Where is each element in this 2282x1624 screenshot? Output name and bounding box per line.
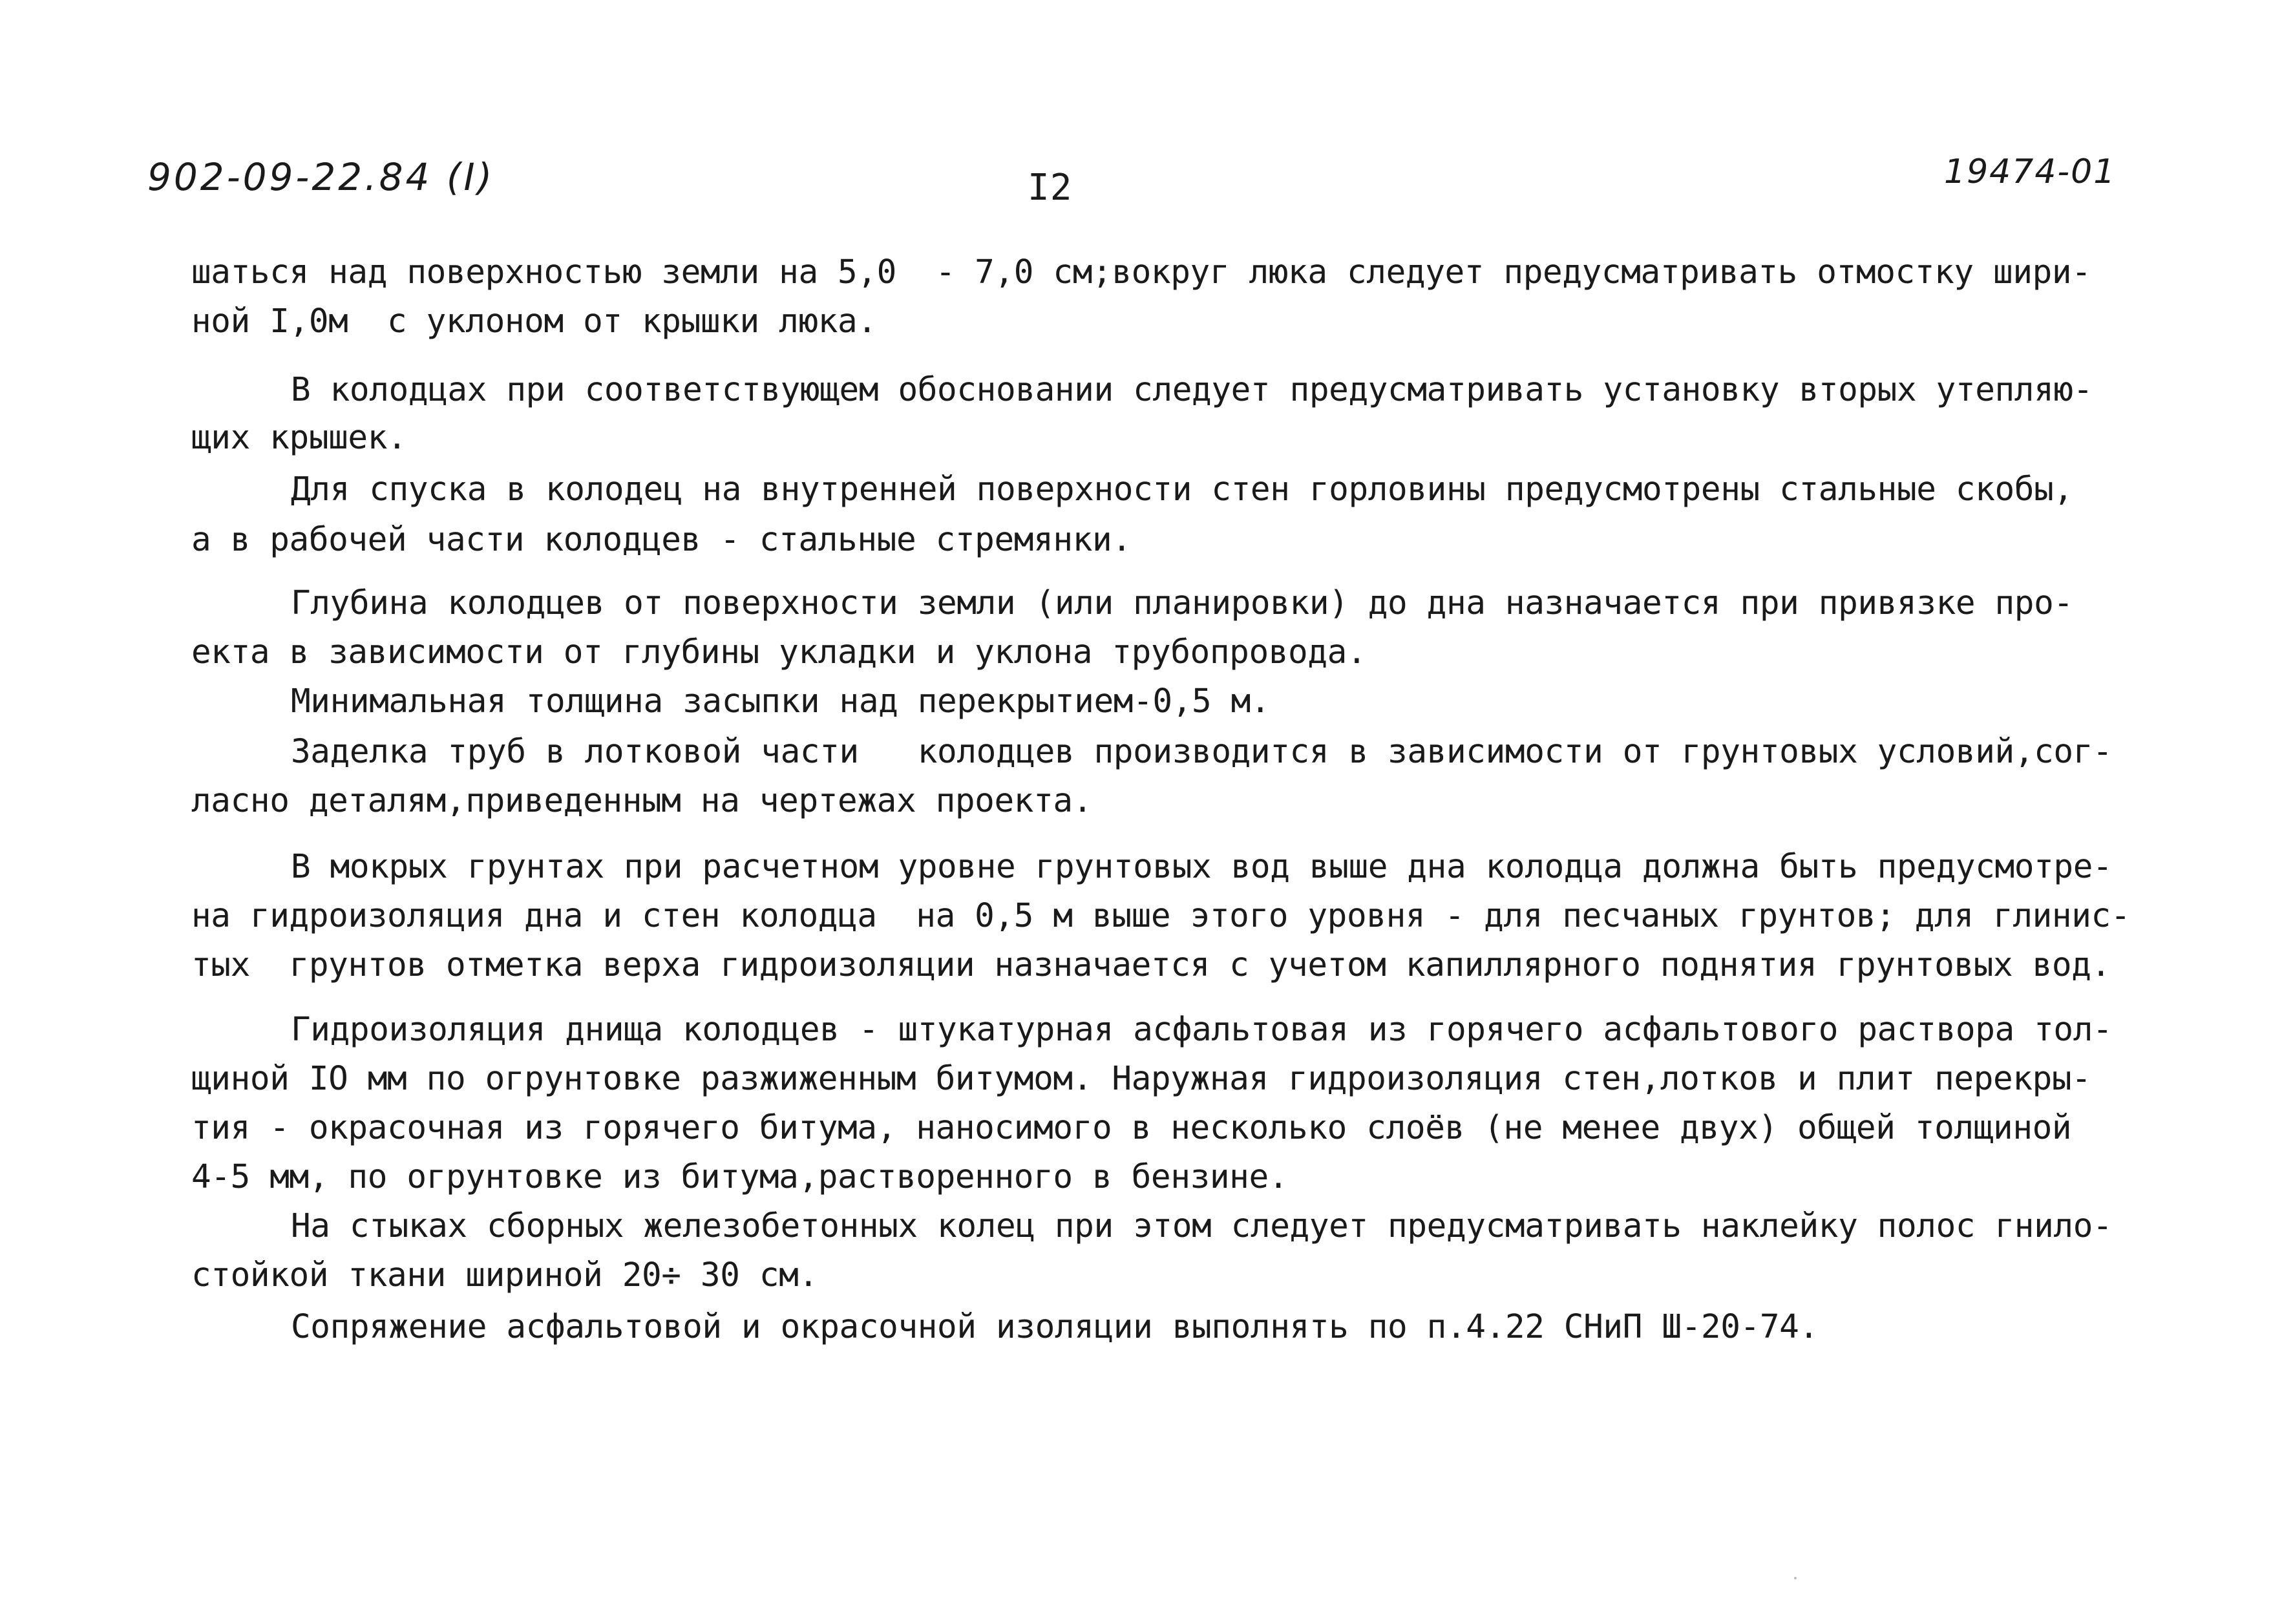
text-line: екта в зависимости от глубины укладки и уклона трубопровода. [191, 633, 1367, 671]
page-number: I2 [1028, 167, 1073, 209]
text-line: Заделка труб в лотковой части колодцев производится в зависимости от грунтовых условий,сог- [291, 733, 2113, 771]
text-line: щих крышек. [191, 419, 407, 457]
text-line: 4-5 мм, по огрунтовке из битума,растворенного в бензине. [191, 1158, 1289, 1196]
text-line: тия - окрасочная из горячего битума, наносимого в несколько слоёв (не менее двух) общей толщиной [191, 1109, 2072, 1147]
text-line: Для спуска в колодец на внутренней поверхности стен горловины предусмотрены стальные скобы, [291, 470, 2073, 509]
text-line: стойкой ткани шириной 20÷ 30 см. [191, 1256, 818, 1294]
text-line: Минимальная толщина засыпки над перекрытием-0,5 м. [291, 682, 1271, 721]
text-line: Гидроизоляция днища колодцев - штукатурная асфальтовая из горячего асфальтового раствора тол- [291, 1011, 2113, 1049]
scan-speck [1794, 1577, 1797, 1579]
text-line: Сопряжение асфальтовой и окрасочной изоляции выполнять по п.4.22 СНиП Ш-20-74. [291, 1308, 1819, 1346]
text-line: ласно деталям,приведенным на чертежах проекта. [191, 782, 1093, 820]
text-line: На стыках сборных железобетонных колец при этом следует предусматривать наклейку полос гнило- [291, 1207, 2113, 1245]
document-code: 902-09-22.84 (I) [147, 155, 495, 199]
text-line: В колодцах при соответствующем обосновании следует предусматривать установку вторых утепляю- [291, 371, 2093, 409]
text-line: тых грунтов отметка верха гидроизоляции назначается с учетом капиллярного поднятия грунтовых вод. [191, 946, 2111, 984]
text-line: Глубина колодцев от поверхности земли (или планировки) до дна назначается при привязке про- [291, 584, 2073, 622]
inventory-number: 19474-01 [1944, 153, 2117, 191]
text-line: В мокрых грунтах при расчетном уровне грунтовых вод выше дна колодца должна быть предусмотре- [291, 848, 2113, 886]
text-line: шаться над поверхностью земли на 5,0 - 7,0 см;вокруг люка следует предусматривать отмостку шири- [191, 253, 2091, 291]
text-line: щиной IO мм по огрунтовке разжиженным битумом. Наружная гидроизоляция стен,лотков и плит перекры- [191, 1060, 2091, 1098]
text-line: а в рабочей части колодцев - стальные стремянки. [191, 521, 1132, 559]
text-line: на гидроизоляция дна и стен колодца на 0,5 м выше этого уровня - для песчаных грунтов; для глинис- [191, 897, 2131, 935]
text-line: ной I,0м с уклоном от крышки люка. [191, 302, 877, 341]
